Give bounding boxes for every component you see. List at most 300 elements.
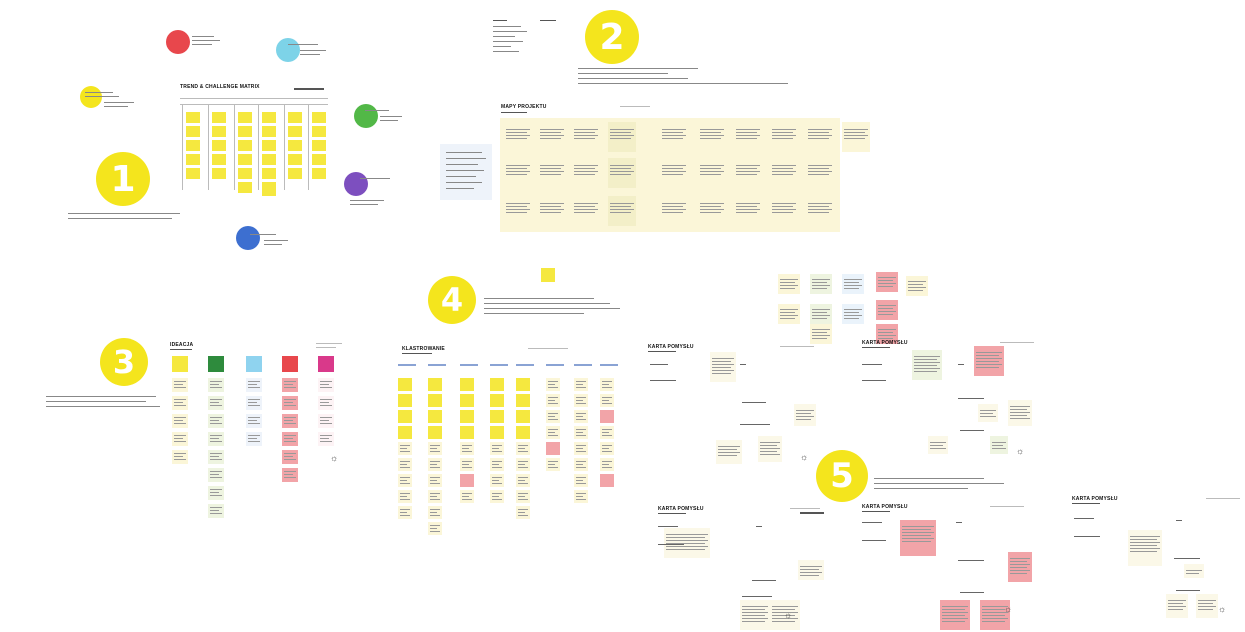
sticky-note [572, 122, 600, 152]
note-text-line [602, 429, 612, 430]
sticky-note [842, 122, 870, 152]
note-text-line [576, 419, 586, 420]
note-text-line [808, 203, 832, 204]
cluster-header [516, 364, 534, 366]
note-text-line [902, 532, 934, 533]
note-text-line [1130, 536, 1160, 537]
note-text-line [772, 206, 793, 207]
note-text-line [174, 402, 183, 403]
sticky-note [460, 378, 474, 391]
note-text-line [1130, 539, 1157, 540]
note-text-line [174, 381, 186, 382]
note-text-line [430, 467, 440, 468]
card-field-label [1074, 518, 1094, 519]
note-text-line [808, 135, 832, 136]
note-text-line [760, 454, 780, 455]
note-text-line [780, 309, 798, 310]
note-text-line [736, 209, 760, 210]
note-text-line [780, 312, 795, 313]
sticky-note [312, 168, 326, 179]
note-text-line [796, 410, 814, 411]
note-text-line [602, 387, 612, 388]
note-text-line [812, 329, 830, 330]
card-field-label [960, 430, 984, 431]
note-text-line [518, 499, 528, 500]
note-text-line [602, 381, 612, 382]
note-text-line [942, 609, 965, 610]
note-text-line [662, 132, 683, 133]
note-text-line [610, 174, 631, 175]
note-text-line [1130, 545, 1157, 546]
sticky-note [312, 112, 326, 123]
sticky-note [504, 122, 532, 152]
note-text-line [320, 441, 332, 442]
note-text-line [462, 451, 472, 452]
sticky-note [186, 154, 200, 165]
note-text-line [320, 399, 332, 400]
note-text-line [610, 165, 634, 166]
note-text-line [576, 384, 583, 385]
card-field-label [958, 560, 984, 561]
note-text-line [540, 135, 564, 136]
note-text-line [760, 442, 780, 443]
card-e-title: KARTA POMYSŁU [1072, 496, 1118, 502]
note-text-line [812, 338, 827, 339]
note-text-line [844, 312, 859, 313]
note-text-line [662, 212, 683, 213]
note-text-line [1010, 409, 1027, 410]
note-text-line [548, 464, 555, 465]
sticky-note [186, 112, 200, 123]
note-text-line [540, 174, 561, 175]
note-text-line [506, 209, 530, 210]
note-text-line [772, 138, 793, 139]
sticky-note [806, 196, 834, 226]
note-text-line [844, 132, 865, 133]
note-text-line [400, 445, 410, 446]
blue-circle [236, 226, 260, 250]
sticky-note [810, 304, 832, 324]
note-text-line [174, 420, 183, 421]
note-text-line [700, 174, 721, 175]
note-text-line [248, 420, 257, 421]
sticky-note [212, 112, 226, 123]
note-text-line [700, 129, 724, 130]
note-text-line [492, 499, 502, 500]
note-text-line [980, 416, 996, 417]
note-text-line [1010, 573, 1027, 574]
card-field-label [756, 526, 762, 527]
idea-card-note [1184, 564, 1204, 578]
note-text-line [248, 417, 260, 418]
note-text-line [400, 493, 410, 494]
note-text-line [492, 493, 502, 494]
note-text-line [320, 420, 329, 421]
note-text-line [1198, 600, 1216, 601]
idea-card-note [758, 436, 782, 462]
note-text-line [736, 212, 757, 213]
note-text-line [492, 467, 502, 468]
note-text-line [610, 132, 631, 133]
sticky-note [460, 394, 474, 407]
card-field-label [1174, 558, 1200, 559]
sticky-note [778, 304, 800, 324]
note-text-line [174, 438, 183, 439]
note-text-line [284, 417, 296, 418]
note-text-line [844, 138, 865, 139]
note-text-line [812, 332, 827, 333]
cluster-header [600, 364, 618, 366]
note-text-line [772, 203, 796, 204]
note-text-line [942, 612, 968, 613]
note-text-line [808, 168, 829, 169]
note-text-line [700, 203, 724, 204]
note-text-line [462, 467, 472, 468]
note-text-line [174, 417, 186, 418]
note-text-line [700, 138, 721, 139]
note-text-line [662, 203, 686, 204]
sticky-note [608, 122, 636, 152]
note-text-line [878, 314, 893, 315]
note-text-line [602, 448, 609, 449]
sticky-note [428, 410, 442, 423]
note-text-line [980, 413, 993, 414]
note-text-line [210, 438, 219, 439]
sticky-note [490, 426, 504, 439]
note-text-line [662, 138, 683, 139]
note-text-line [210, 405, 222, 406]
note-text-line [284, 456, 293, 457]
note-text-line [576, 381, 586, 382]
idea-card-note [794, 404, 816, 426]
note-text-line [878, 283, 896, 284]
cluster-header [398, 364, 416, 366]
note-text-line [742, 612, 768, 613]
note-text-line [400, 448, 407, 449]
sticky-note [810, 324, 832, 344]
note-text-line [908, 287, 926, 288]
note-text-line [506, 174, 527, 175]
column-header-note [208, 356, 224, 372]
sticky-note [312, 126, 326, 137]
note-text-line [1010, 418, 1030, 419]
note-text-line [800, 566, 822, 567]
note-text-line [400, 496, 407, 497]
sticky-note [572, 158, 600, 188]
note-text-line [812, 279, 830, 280]
card-b-title: KARTA POMYSŁU [862, 340, 908, 346]
card-field-label [658, 544, 684, 545]
note-text-line [666, 549, 705, 550]
note-text-line [210, 381, 222, 382]
note-text-line [574, 209, 598, 210]
note-text-line [878, 311, 896, 312]
note-text-line [772, 606, 798, 607]
note-text-line [760, 448, 780, 449]
note-text-line [718, 455, 737, 456]
card-field-label [742, 402, 766, 403]
note-text-line [736, 132, 757, 133]
note-text-line [320, 387, 332, 388]
note-text-line [772, 212, 793, 213]
note-text-line [430, 512, 437, 513]
card-field-label [958, 364, 964, 365]
note-text-line [210, 441, 222, 442]
note-text-line [1130, 542, 1160, 543]
sticky-note [660, 196, 688, 226]
note-text-line [210, 459, 222, 460]
note-text-line [400, 499, 410, 500]
note-text-line [248, 435, 260, 436]
note-text-line [736, 203, 760, 204]
note-text-line [700, 165, 724, 166]
note-text-line [248, 399, 260, 400]
note-text-line [718, 449, 737, 450]
sticky-note [262, 126, 276, 137]
note-text-line [320, 423, 332, 424]
note-text-line [976, 358, 1002, 359]
sticky-note [538, 196, 566, 226]
note-text-line [1168, 606, 1186, 607]
note-text-line [662, 129, 686, 130]
note-text-line [506, 212, 527, 213]
note-text-line [1168, 600, 1186, 601]
note-text-line [610, 212, 631, 213]
sticky-note [608, 158, 636, 188]
note-text-line [518, 445, 528, 446]
note-text-line [812, 309, 830, 310]
card-c-title: KARTA POMYSŁU [658, 506, 704, 512]
sticky-note [262, 112, 276, 123]
note-text-line [736, 171, 760, 172]
note-text-line [736, 138, 757, 139]
note-text-line [742, 606, 768, 607]
note-text-line [430, 525, 440, 526]
note-text-line [780, 315, 798, 316]
note-text-line [808, 212, 829, 213]
note-text-line [576, 397, 586, 398]
idea-card-note [1008, 400, 1032, 426]
section-number-3: 3 [100, 338, 148, 386]
note-text-line [662, 135, 686, 136]
cluster-header [546, 364, 564, 366]
note-text-line [506, 168, 527, 169]
note-text-line [548, 397, 558, 398]
note-text-line [506, 203, 530, 204]
note-text-line [284, 441, 296, 442]
note-text-line [174, 384, 183, 385]
note-text-line [982, 609, 1005, 610]
note-text-line [248, 438, 257, 439]
card-field-label [1074, 536, 1100, 537]
note-text-line [574, 135, 598, 136]
note-text-line [736, 174, 757, 175]
note-text-line [902, 529, 931, 530]
note-text-line [518, 496, 525, 497]
note-text-line [602, 461, 612, 462]
sticky-note [734, 158, 762, 188]
matrix-column-divider [308, 104, 309, 190]
note-text-line [210, 471, 222, 472]
note-text-line [662, 171, 686, 172]
note-text-line [574, 206, 595, 207]
note-text-line [400, 461, 410, 462]
ideation-title: IDEACJA [170, 342, 194, 348]
note-text-line [1198, 606, 1216, 607]
note-text-line [210, 510, 219, 511]
note-text-line [712, 367, 731, 368]
note-text-line [812, 312, 827, 313]
section-number-1: 1 [96, 152, 150, 206]
note-text-line [174, 435, 186, 436]
note-text-line [284, 405, 296, 406]
note-text-line [210, 495, 222, 496]
note-text-line [462, 493, 472, 494]
note-text-line [976, 352, 1002, 353]
note-text-line [760, 451, 777, 452]
note-text-line [942, 618, 968, 619]
note-text-line [320, 402, 329, 403]
single-sticky-note [541, 268, 555, 282]
note-text-line [736, 135, 760, 136]
note-text-line [576, 461, 586, 462]
card-field-label [1176, 520, 1182, 521]
note-text-line [400, 451, 410, 452]
sticky-note [212, 140, 226, 151]
note-text-line [540, 203, 564, 204]
column-header-note [246, 356, 262, 372]
note-text-line [576, 493, 586, 494]
sticky-note [238, 126, 252, 137]
note-text-line [808, 209, 832, 210]
note-text-line [992, 445, 1003, 446]
sticky-note [572, 196, 600, 226]
note-text-line [284, 471, 296, 472]
note-text-line [400, 515, 410, 516]
note-text-line [914, 362, 940, 363]
cyan-circle [276, 38, 300, 62]
note-text-line [662, 165, 686, 166]
lightbulb-icon: ☼ [800, 452, 809, 462]
note-text-line [574, 171, 598, 172]
note-text-line [800, 572, 822, 573]
note-text-line [284, 474, 293, 475]
cluster-header [490, 364, 508, 366]
note-text-line [430, 480, 437, 481]
note-text-line [506, 165, 530, 166]
clustering-title: KLASTROWANIE [402, 346, 445, 352]
note-text-line [174, 456, 183, 457]
note-text-line [914, 371, 937, 372]
note-text-line [942, 621, 965, 622]
note-text-line [1010, 412, 1030, 413]
sticky-note [460, 474, 474, 487]
sticky-note [460, 410, 474, 423]
note-text-line [812, 282, 827, 283]
note-text-line [492, 464, 499, 465]
sticky-note [212, 154, 226, 165]
note-text-line [1010, 561, 1027, 562]
trend-matrix-title: TREND & CHALLENGE MATRIX [180, 84, 260, 90]
note-text-line [610, 168, 631, 169]
note-text-line [320, 384, 329, 385]
note-text-line [430, 509, 440, 510]
note-text-line [610, 171, 634, 172]
column-header-note [318, 356, 334, 372]
note-text-line [844, 282, 859, 283]
note-text-line [430, 528, 437, 529]
sticky-note [428, 378, 442, 391]
note-text-line [1186, 573, 1199, 574]
yellow-small-circle [80, 86, 102, 108]
note-text-line [576, 467, 586, 468]
note-text-line [492, 461, 502, 462]
note-text-line [772, 135, 796, 136]
note-text-line [210, 477, 222, 478]
note-text-line [796, 416, 814, 417]
sticky-note [698, 196, 726, 226]
note-text-line [742, 621, 765, 622]
note-text-line [902, 538, 934, 539]
card-field-label [958, 398, 984, 399]
note-text-line [982, 618, 1008, 619]
note-text-line [430, 464, 437, 465]
note-text-line [602, 400, 609, 401]
note-text-line [540, 129, 564, 130]
note-text-line [210, 384, 219, 385]
note-text-line [878, 308, 893, 309]
note-text-line [548, 435, 558, 436]
sticky-note [490, 410, 504, 423]
note-text-line [576, 387, 586, 388]
note-text-line [574, 212, 595, 213]
note-text-line [878, 286, 893, 287]
note-text-line [796, 419, 811, 420]
sticky-note [876, 300, 898, 320]
note-text-line [210, 507, 222, 508]
cluster-header [428, 364, 446, 366]
note-text-line [718, 452, 740, 453]
note-text-line [548, 400, 555, 401]
note-text-line [518, 512, 525, 513]
note-text-line [930, 442, 946, 443]
note-text-line [492, 448, 499, 449]
lightbulb-icon: ☼ [784, 610, 793, 620]
sticky-note [262, 186, 276, 196]
note-text-line [844, 279, 862, 280]
note-text-line [576, 480, 583, 481]
note-text-line [430, 515, 440, 516]
note-text-line [808, 165, 832, 166]
note-text-line [506, 171, 530, 172]
note-text-line [400, 512, 407, 513]
card-field-label [956, 522, 962, 523]
note-text-line [576, 445, 586, 446]
note-text-line [210, 420, 219, 421]
note-text-line [248, 441, 260, 442]
sticky-note [288, 154, 302, 165]
sticky-note [504, 196, 532, 226]
note-text-line [914, 356, 940, 357]
card-a-title: KARTA POMYSŁU [648, 344, 694, 350]
note-text-line [284, 420, 293, 421]
note-text-line [576, 403, 586, 404]
note-text-line [800, 569, 819, 570]
note-text-line [736, 206, 757, 207]
note-text-line [662, 206, 683, 207]
note-text-line [174, 399, 186, 400]
note-text-line [210, 492, 219, 493]
